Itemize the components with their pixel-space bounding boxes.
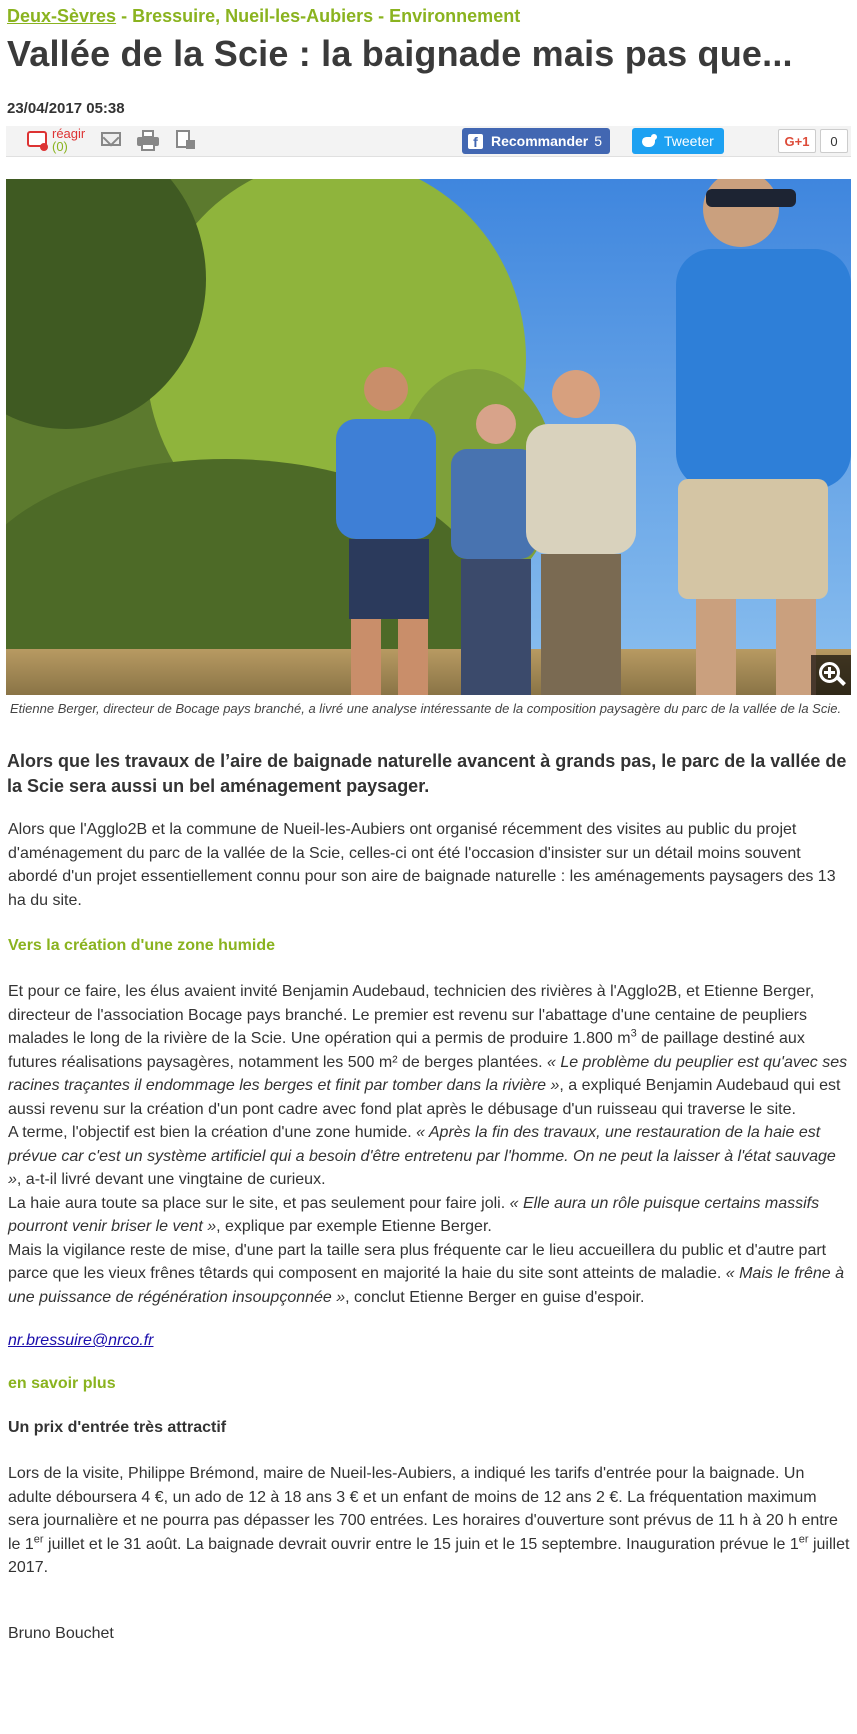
facebook-label: Recommander bbox=[491, 133, 589, 149]
article-date: 23/04/2017 05:38 bbox=[7, 100, 125, 117]
breadcrumb-separator: - bbox=[116, 6, 133, 26]
photo-illustration bbox=[6, 179, 851, 695]
breadcrumb-region-link[interactable]: Deux-Sèvres bbox=[7, 6, 117, 26]
author-name: Bruno Bouchet bbox=[8, 1624, 114, 1642]
print-icon[interactable] bbox=[137, 130, 159, 150]
react-count: (0) bbox=[52, 139, 68, 154]
mail-icon[interactable] bbox=[101, 132, 121, 146]
google-plus-widget bbox=[778, 128, 848, 154]
breadcrumb-towns[interactable]: Bressuire, Nueil-les-Aubiers bbox=[132, 6, 374, 26]
breadcrumb-separator: - bbox=[373, 6, 390, 26]
zoom-icon[interactable] bbox=[811, 655, 851, 695]
author-email bbox=[8, 1332, 851, 1350]
google-plus-count: 0 bbox=[820, 129, 848, 153]
tweet-button[interactable] bbox=[632, 128, 724, 154]
twitter-bird-icon bbox=[640, 134, 658, 148]
google-plus-button[interactable]: G+1 bbox=[778, 129, 816, 153]
article-toolbar bbox=[6, 126, 851, 157]
facebook-recommend-button[interactable] bbox=[462, 128, 610, 154]
paragraph-main: Et pour ce faire, les élus avaient invité Benjamin Audebaud, technicien des rivières à l'Agglo2B, et Etienne Berger, directeur de l'association Bocage pays branché. Le premier est revenu sur l'abattage d'une centaine de peupliers malades le long de la rivière de la Scie. Une opération qui a permis de produire 1.800 $m^3$ de paillage destiné aux futures réalisations paysagères, notamment les 500 m² de berges plantées. « Le problème du peuplier est qu'avec ses racines traçantes il endommage les berges et finit par tomber dans la rivière », a expliqué Benjamin Audebaud qui est aussi revenu sur la création d'un pont cadre avec fond plat après le débusage d'un ruisseau qui traverse le site. A terme, l'objectif est bien la création d'une zone humide. « Après la fin des travaux, une restauration de la haie est prévue car c'est un système artificiel qui a besoin d'être entretenu par l'homme. On ne peut la laisser à l'état sauvage », a-t-il livré devant une vingtaine de curieux. La haie aura toute sa place sur le site, et pas seulement pour faire joli. « Elle aura un rôle puisque certains massifs pourront venir briser le vent », explique par exemple Etienne Berger. Mais la vigilance reste de mise, d'une part la taille sera plus fréquente car le lieu accueillera du public et d'autre part parce que les vieux frênes têtards qui composent en majorité la haie du site sont atteints de maladie. « Mais le frêne à une puissance de régénération insoupçonnée », conclut Etienne Berger en guise d'espoir. bbox=[8, 983, 848, 1306]
react-button[interactable] bbox=[26, 127, 85, 153]
pdf-icon[interactable] bbox=[176, 130, 194, 150]
paragraph-prices: Lors de la visite, Philippe Brémond, maire de Nueil-les-Aubiers, a indiqué les tarifs d'entrée pour la baignade. Un adulte déboursera 4 €, un ado de 12 à 18 ans 3 € et un enfant de moins de 12 ans 2 €. La fréquentation maximum sera journalière et ne pourra pas dépasser les 700 entrées. Les horaires d'ouverture sont prévus de 11 h à 20 h entre le 1er juillet et le 31 août. La baignade devrait ouvrir entre le 15 juin et le 15 septembre. Inauguration prévue le 1er juillet 2017. bbox=[8, 1465, 850, 1576]
article-title: Vallée de la Scie : la baignade mais pas que... bbox=[7, 33, 793, 74]
paragraph-intro: Alors que l'Agglo2B et la commune de Nueil-les-Aubiers ont organisé récemment des visites au public du projet d'aménagement du parc de la vallée de la Scie, celles-ci ont été l'occasion d'insister sur un détail moins souvent abordé d'un projet essentiellement connu pour son aire de baignade naturelle : les aménagements paysagers des 13 ha du site. bbox=[8, 821, 836, 909]
subheading: Vers la création d'une zone humide bbox=[8, 937, 275, 954]
box-title: Un prix d'entrée très attractif bbox=[8, 1419, 227, 1436]
more-info-heading: en savoir plus bbox=[8, 1375, 116, 1392]
article-lead: Alors que les travaux de l’aire de baignade naturelle avancent à grands pas, le parc de la vallée de la Scie sera aussi un bel aménagement paysager. bbox=[7, 751, 847, 796]
facebook-icon: f bbox=[468, 134, 483, 149]
comment-icon bbox=[26, 130, 48, 152]
facebook-count: 5 bbox=[594, 133, 603, 149]
photo-caption: Etienne Berger, directeur de Bocage pays branché, a livré une analyse intéressante de la composition paysagère du parc de la vallée de la Scie. bbox=[10, 701, 842, 716]
tweet-label: Tweeter bbox=[664, 133, 714, 149]
article-page bbox=[6, 0, 851, 1643]
article-photo[interactable] bbox=[6, 179, 851, 695]
author-email-link[interactable]: nr.bressuire@nrco.fr bbox=[8, 1332, 154, 1349]
breadcrumb-category[interactable]: Environnement bbox=[389, 6, 521, 26]
breadcrumb bbox=[7, 4, 851, 28]
react-label: réagir bbox=[52, 126, 86, 141]
